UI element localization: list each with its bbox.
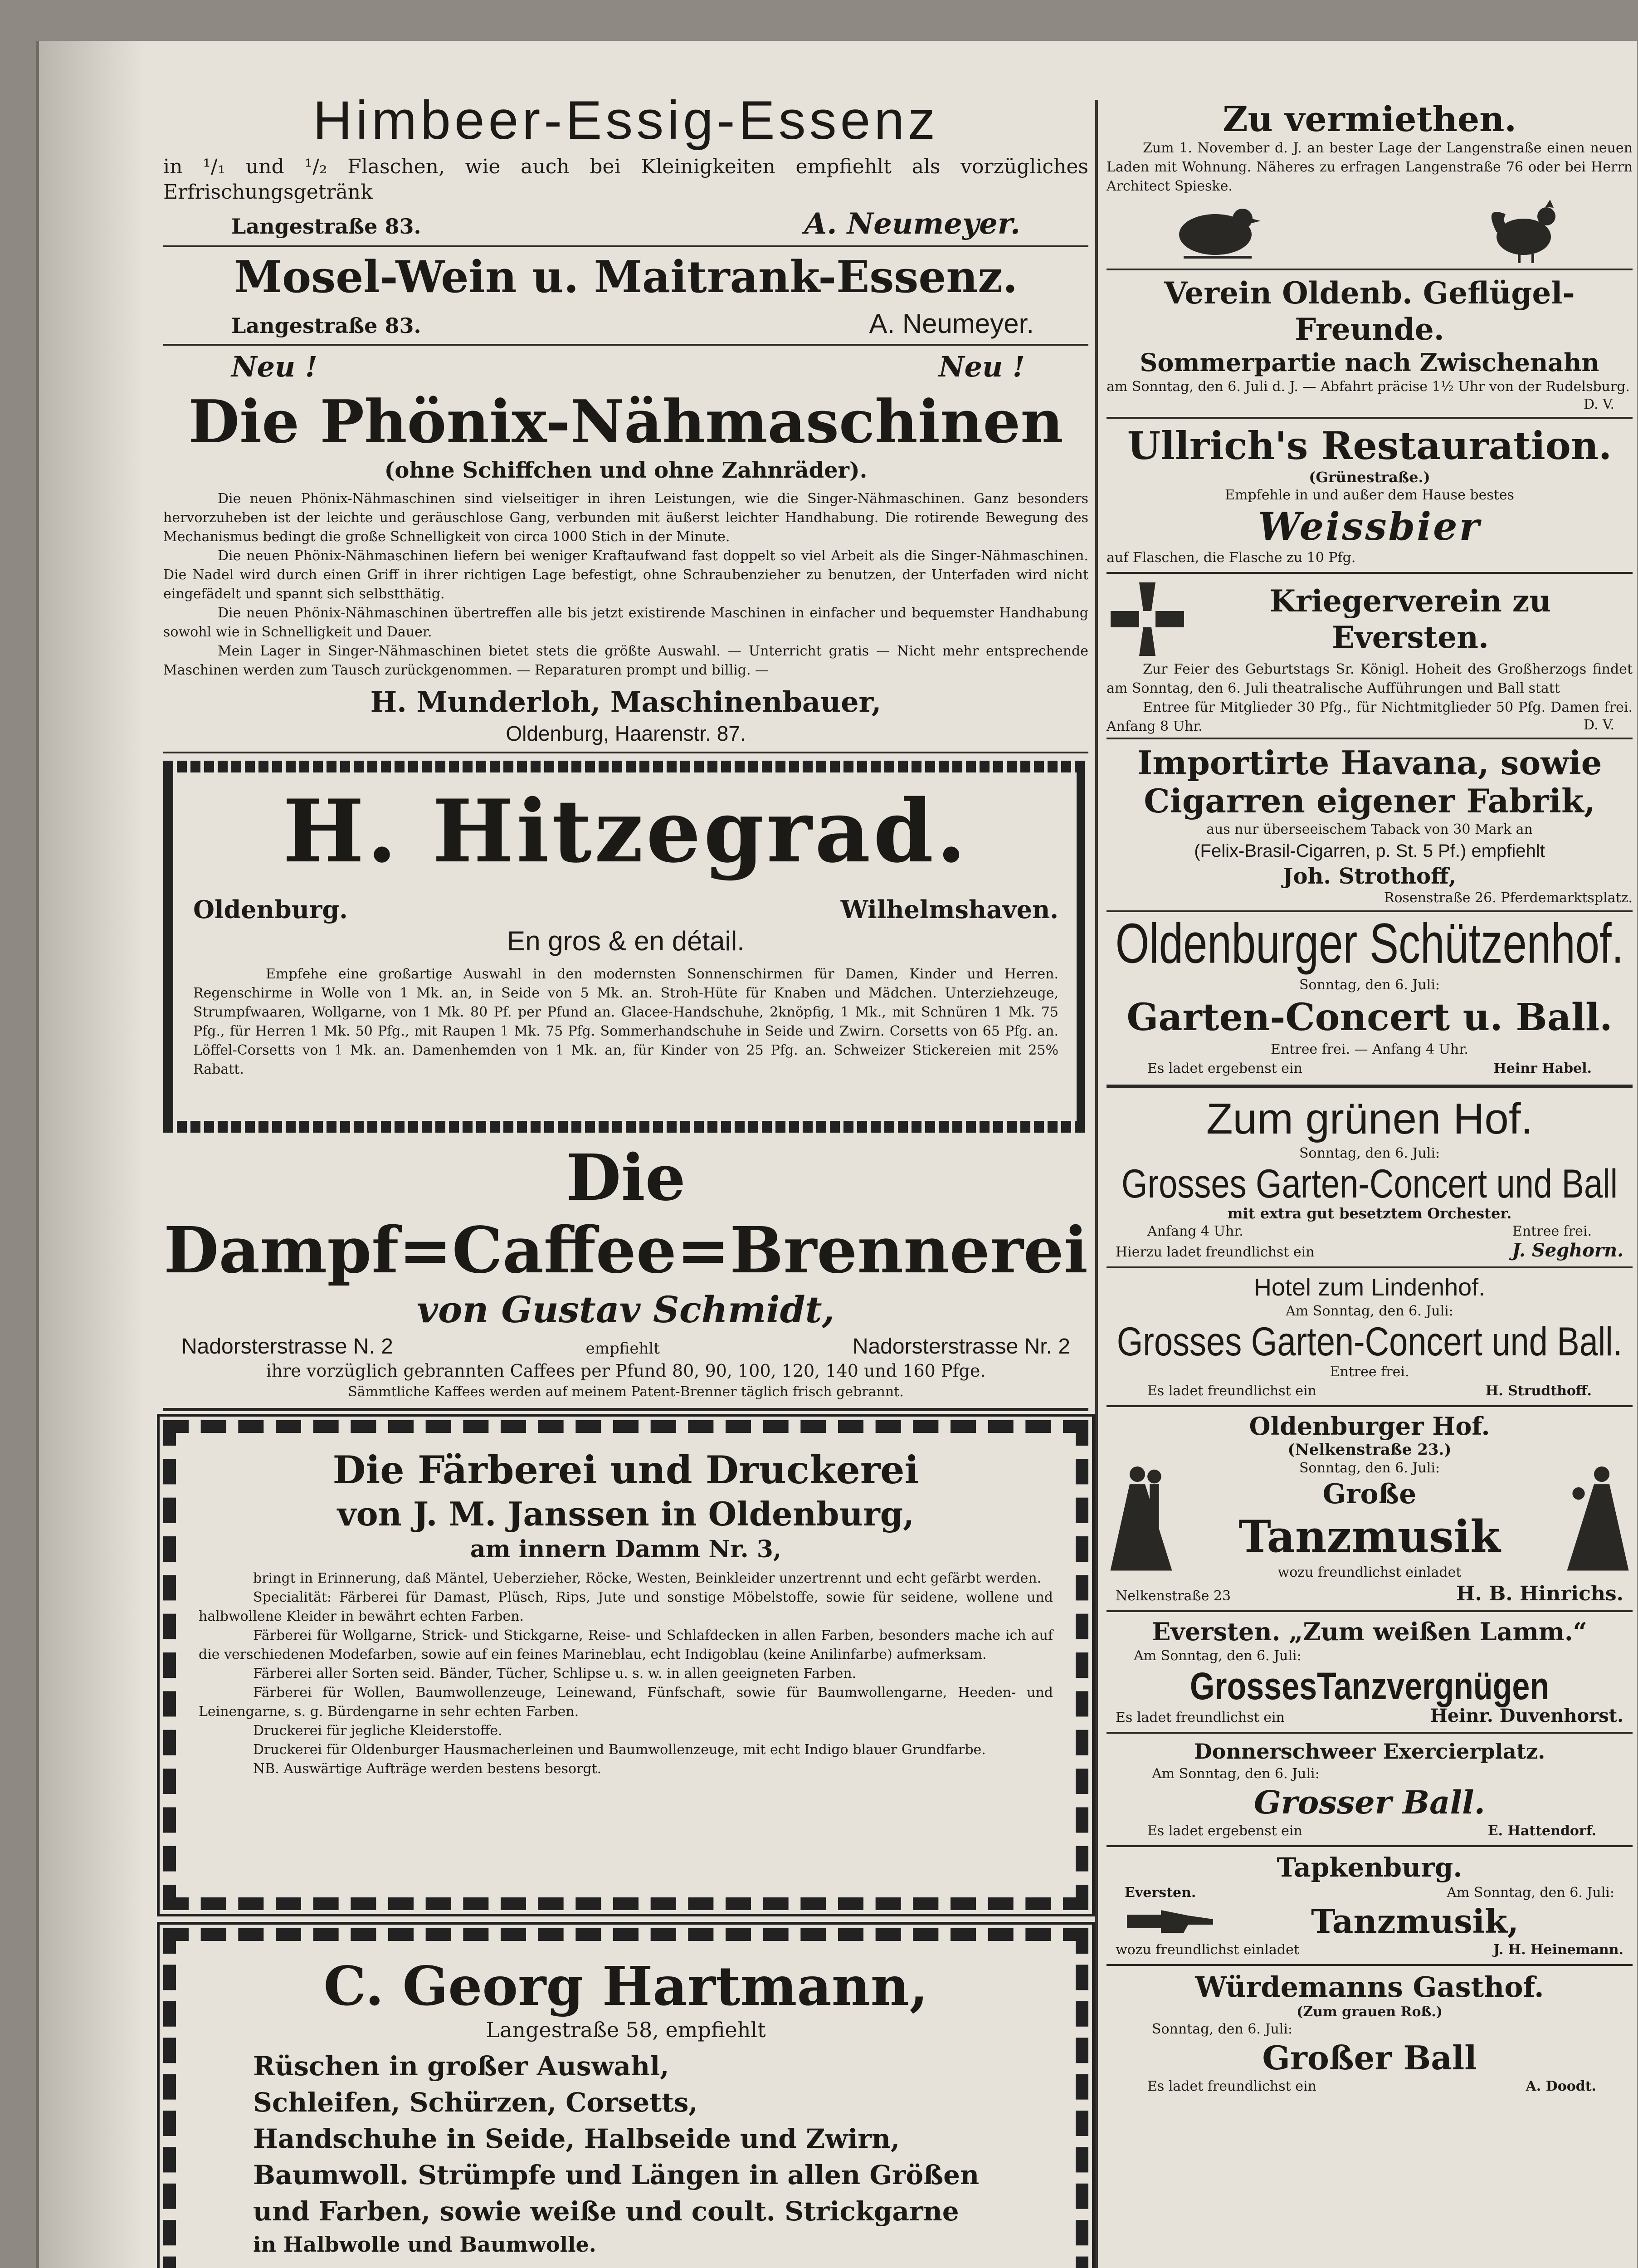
ad-date: Am Sonntag, den 6. Juli: — [1286, 1303, 1453, 1319]
right-column — [1107, 100, 1633, 2096]
ad-address: Oldenburg, Haarenstr. 87. — [506, 722, 746, 745]
ad-text: aus nur überseeischem Taback von 30 Mark an — [1206, 821, 1533, 837]
ad-entry: Entree für Mitglieder 30 Pfg., für Nichtmitglieder 50 Pfg. Damen frei. Anfang 8 Uhr. — [1107, 699, 1633, 734]
ad-orchestra: mit extra gut besetztem Orchester. — [1227, 1205, 1512, 1222]
ad-address: am innern Damm Nr. 3, — [470, 1535, 782, 1563]
ad-subtitle: En gros & en détail. — [507, 926, 745, 956]
ad-event: Tanzmusik — [1238, 1511, 1501, 1562]
ad-donnerschweer — [1107, 1738, 1633, 1841]
ad-subtitle: Sommerpartie nach Zwischenahn — [1140, 348, 1599, 377]
ad-owner: von Gustav Schmidt, — [417, 1288, 835, 1331]
ad-entry: Entree frei. — Anfang 4 Uhr. — [1271, 1041, 1468, 1057]
ad-firm: A. Neumeyer. — [804, 207, 1020, 241]
ad-product: Weissbier — [1258, 504, 1481, 549]
ad-host: Heinr Habel. — [1493, 1061, 1592, 1076]
ad-big: Große — [1322, 1478, 1417, 1510]
ad-paragraph: Die neuen Phönix-Nähmaschinen liefern bei weniger Kraftaufwand fast doppelt so viel Arbeit als die Singer-Nähmaschinen. Die Nadel wird durch einen Griff in ihrer richtigen Lage befestigt, ohne Schraubenzieher zu benutzen, der Unterfaden wird nicht eingefädelt und spannt sich selbstthätig. — [163, 548, 1088, 602]
ad-sub: (Zum grauen Roß.) — [1297, 2004, 1443, 2020]
ad-date: Am Sonntag, den 6. Juli: — [1447, 1885, 1614, 1901]
ad-date: Am Sonntag, den 6. Juli: — [1134, 1648, 1302, 1664]
ad-title: Mosel-Wein u. Maitrank-Essenz. — [234, 251, 1018, 303]
ad-text: Zum 1. November d. J. an bester Lage der Langenstraße einen neuen Laden mit Wohnung. Näheres zu erfragen Langenstraße 76 oder bei Herrn Architect Spieske. — [1107, 140, 1633, 194]
city: Oldenburg. — [193, 895, 348, 924]
ad-dampf — [163, 1142, 1088, 1402]
ad-title: Zu vermiethen. — [1223, 99, 1516, 139]
ad-host: A. Doodt. — [1526, 2078, 1596, 2094]
ad-sign: D. V. — [1583, 717, 1614, 733]
binding-gutter — [39, 41, 143, 2268]
ad-paragraph: bringt in Erinnerung, daß Mäntel, Ueberzieher, Röcke, Westen, Beinkleider unzertrennt und echt gefärbt werden. — [253, 1570, 1042, 1586]
ad-paragraph: Druckerei für Oldenburger Hausmacherleinen und Baumwollenzeuge, mit echt Indigo blauer Grundfarbe. — [253, 1742, 986, 1758]
ad-event: Grosser Ball. — [1253, 1784, 1486, 1821]
ad-address: Langestraße 83. — [231, 214, 421, 239]
recommends: empfiehlt — [585, 1339, 660, 1358]
ad-host: H. Strudthoff. — [1485, 1383, 1592, 1399]
ad-title: Eversten. „Zum weißen Lamm.“ — [1152, 1617, 1587, 1646]
ad-ullrich — [1107, 423, 1633, 567]
ad-schuetzenhof — [1107, 912, 1633, 1078]
ad-gruener-hof — [1107, 1094, 1633, 1262]
ad-firm: A. Neumeyer. — [869, 308, 1034, 339]
ad-address: Langestraße 58, empfiehlt — [486, 2018, 766, 2042]
ad-invite: Es ladet freundlichst ein — [1147, 2078, 1316, 2094]
ad-title: C. Georg Hartmann, — [323, 1955, 928, 2018]
ad-title: Zum grünen Hof. — [1206, 1095, 1533, 1143]
ad-title: Importirte Havana, sowie — [1137, 743, 1602, 782]
ad-subtitle: (ohne Schiffchen und ohne Zahnräder). — [384, 458, 868, 483]
ad-line: Handschuhe in Seide, Halbseide und Zwirn, — [253, 2123, 900, 2154]
ad-weissen-lamm — [1107, 1617, 1633, 1727]
ad-date: Sonntag, den 6. Juli: — [1299, 1460, 1440, 1476]
ad-event: Grosses Garten-Concert und Ball — [1121, 1161, 1618, 1207]
left-column — [163, 91, 1088, 2268]
ad-text: Empfehe eine großartige Auswahl in den modernsten Sonnenschirmen für Damen, Kinder und Herren. Regenschirme in Wolle von 1 Mk. an, in Seide von 5 Mk. an. Stroh-Hüte für Knaben und Mädchen. Unterziehzeuge, Strumpfwaaren, Wollgarne, von 1 Mk. 80 Pf. per Pfund an. Glacee-Handschuhe, 2knöpfig, 1 Mk., mit Schnüren 1 Mk. 75 Pfg., für Herren 1 Mk. 50 Pfg., mit Raupen 1 Mk. 75 Pfg. Sommerhandschuhe in Seide und Zwirn. Corsetts von 65 Pfg. an. Löffel-Corsetts von 1 Mk. an. Damenhemden von 1 Mk. an, für Kinder von 25 Pfg. an. Schweizer Stickereien mit 25% Rabatt. — [193, 966, 1058, 1077]
ad-firm: Joh. Strothoff, — [1282, 864, 1457, 889]
ad-street: (Nelkenstraße 23.) — [1287, 1441, 1452, 1459]
ad-event: Großer Ball — [1262, 2038, 1477, 2077]
ad-text: am Sonntag, den 6. Juli d. J. — Abfahrt präcise 1½ Uhr von der Rudelsburg. — [1107, 379, 1630, 395]
ad-invite: Es ladet freundlichst ein — [1147, 1383, 1316, 1399]
poultry-icon — [1165, 198, 1265, 262]
ad-title: Die Phönix-Nähmaschinen — [188, 387, 1063, 456]
ad-start: Anfang 4 Uhr. — [1147, 1223, 1243, 1239]
ad-firm: von J. M. Janssen in Oldenburg, — [337, 1495, 915, 1533]
ad-text: Empfehle in und außer dem Hause bestes — [1225, 487, 1514, 503]
ad-date: Sonntag, den 6. Juli: — [1299, 1145, 1440, 1161]
ad-gefluegel — [1107, 275, 1633, 412]
ad-hartmann — [163, 1928, 1088, 2268]
ad-paragraph: Färberei für Wollen, Baumwollenzeuge, Leinewand, Fünfschaft, sowie für Baumwollengarne, Heeden- und Leinengarne, s. g. Bürdengarne in sehr echten Farben. — [199, 1685, 1053, 1720]
ad-paragraph: Die neuen Phönix-Nähmaschinen übertreffen alle bis jetzt existirende Maschinen in einfacher und bequemster Handhabung sowohl wie in Schnelligkeit und Dauer. — [163, 605, 1088, 640]
new-label: Neu ! — [231, 350, 317, 383]
ad-paragraph: Mein Lager in Singer-Nähmaschinen bietet stets die größte Auswahl. — Unterricht gratis — Nicht mehr entsprechende Maschinen werden zum Tausch zurückgenommen. — Reparaturen prompt und billig. — — [163, 643, 1088, 678]
ad-host: E. Hattendorf. — [1487, 1823, 1596, 1839]
column-rule — [1095, 100, 1098, 2268]
ad-title: Himbeer-Essig-Essenz — [312, 90, 939, 151]
ad-text: Sämmtliche Kaffees werden auf meinem Patent-Brenner täglich frisch gebrannt. — [348, 1384, 904, 1400]
dancing-couple-icon — [1555, 1461, 1633, 1579]
ad-title: H. Hitzegrad. — [283, 781, 969, 882]
ad-title: Hotel zum Lindenhof. — [1253, 1274, 1486, 1301]
ad-paragraph: Die neuen Phönix-Nähmaschinen sind vielseitiger in ihren Leistungen, wie die Singer-Nähmaschinen. Ganz besonders hervorzuheben ist der leichte und geräuschlose Gang, verbunden mit äußerst leichter Handhabung. Die rotirende Bewegung des Mechanismus bedingt die große Schnelligkeit von circa 1000 Stich in der Minute. — [163, 491, 1088, 545]
ad-brand: (Felix-Brasil-Cigarren, p. St. 5 Pf.) empfiehlt — [1194, 841, 1545, 861]
ad-price: auf Flaschen, die Flasche zu 10 Pfg. — [1107, 550, 1356, 566]
ad-address: Nelkenstraße 23 — [1116, 1588, 1231, 1604]
iron-cross-icon — [1107, 578, 1188, 660]
ad-event: Tanzmusik, — [1311, 1902, 1519, 1941]
ad-phoenix — [163, 350, 1088, 747]
dancing-couple-icon — [1107, 1461, 1184, 1579]
ad-address: Rosenstraße 26. Pferdemarktsplatz. — [1384, 890, 1633, 906]
ad-line: Schleifen, Schürzen, Corsetts, — [253, 2087, 698, 2118]
ad-hitzegrad — [163, 761, 1088, 1133]
ad-himbeer — [163, 91, 1088, 241]
ad-line: Baumwoll. Strümpfe und Längen in allen Größen — [253, 2160, 980, 2190]
ad-line: und Farben, sowie weiße und coult. Strickgarne — [253, 2196, 959, 2227]
address: Nadorsterstrasse N. 2 — [181, 1334, 393, 1359]
ad-host: J. Seghorn. — [1512, 1240, 1623, 1261]
ad-invite: wozu freundlichst einladet — [1277, 1564, 1462, 1580]
ad-title: Die Färberei und Druckerei — [332, 1447, 919, 1492]
ad-paragraph: Färberei aller Sorten seid. Bänder, Tücher, Schlipse u. s. w. in allen geeigneten Farben. — [253, 1666, 857, 1681]
ad-sign: D. V. — [1583, 396, 1614, 412]
ad-vermiethen — [1107, 100, 1633, 264]
ad-title: Die Dampf=Caffee=Brennerei — [164, 1141, 1088, 1288]
ad-jansen — [163, 1420, 1088, 1910]
ad-event: GrossesTanzvergnügen — [1190, 1665, 1550, 1707]
rooster-icon — [1483, 196, 1574, 264]
ad-street: (Grünestraße.) — [1309, 469, 1430, 486]
ad-mosel — [163, 252, 1088, 339]
ad-invite: wozu freundlichst einladet — [1116, 1942, 1299, 1958]
ad-date: Sonntag, den 6. Juli: — [1152, 2021, 1293, 2037]
ad-host: H. B. Hinrichs. — [1456, 1582, 1623, 1605]
ad-line: in Halbwolle und Baumwolle. — [253, 2232, 596, 2257]
ad-line: Rüschen in großer Auswahl, — [253, 2051, 669, 2082]
ad-text: ihre vorzüglich gebrannten Caffees per Pfund 80, 90, 100, 120, 140 und 160 Pfge. — [266, 1361, 986, 1381]
ad-paragraph: Specialität: Färberei für Damast, Plüsch, Rips, Jute und sonstige Möbelstoffe, sowie für seidene, wollene und halbwollene Kleider in bewährt echten Farben. — [199, 1589, 1053, 1624]
ad-date: Am Sonntag, den 6. Juli: — [1152, 1766, 1320, 1782]
ad-havana — [1107, 744, 1633, 906]
ad-invite: Es ladet ergebenst ein — [1147, 1061, 1302, 1076]
pointing-hand-icon — [1125, 1906, 1215, 1937]
ad-title: Oldenburger Hof. — [1249, 1412, 1490, 1441]
ad-title: Ullrich's Restauration. — [1127, 423, 1612, 468]
ad-invite: Es ladet ergebenst ein — [1147, 1823, 1302, 1839]
ad-wuerdemann — [1107, 1970, 1633, 2096]
ad-paragraph: NB. Auswärtige Aufträge werden bestens besorgt. — [253, 1761, 602, 1777]
ad-paragraph: Druckerei für jegliche Kleiderstoffe. — [253, 1723, 502, 1739]
city: Wilhelmshaven. — [840, 895, 1058, 924]
ad-invite: Hierzu ladet freundlichst ein — [1116, 1244, 1315, 1260]
ad-event: Garten-Concert u. Ball. — [1126, 996, 1613, 1039]
ad-entry: Entree frei. — [1512, 1223, 1592, 1239]
ad-title: Kriegerverein zu Eversten. — [1269, 583, 1551, 655]
ad-text: Zur Feier des Geburtstags Sr. Königl. Hoheit des Großherzogs findet am Sonntag, den 6. Juli theatralische Aufführungen und Ball statt — [1107, 661, 1633, 696]
ad-address: Langestraße 83. — [231, 313, 421, 338]
ad-title: Cigarren eigener Fabrik, — [1144, 782, 1595, 820]
ad-title: Oldenburger Schützenhof. — [1115, 912, 1624, 975]
ad-invite: Es ladet freundlichst ein — [1116, 1710, 1285, 1725]
ad-host: J. H. Heinemann. — [1493, 1942, 1623, 1958]
ad-krieger — [1107, 578, 1633, 733]
ad-place: Eversten. — [1125, 1885, 1196, 1901]
ad-oldenburger-hof — [1107, 1412, 1633, 1606]
ad-entry: Entree frei. — [1330, 1364, 1409, 1380]
ad-paragraph: Färberei für Wollgarne, Strick- und Stickgarne, Reise- und Schlafdecken in allen Farben, besonders mache ich auf die verschiedenen Modefarben, sowie auf ein feines Marineblau, echt Indigoblau (keine Anilinfarbe) aufmerksam. — [199, 1628, 1053, 1662]
ad-title: Verein Oldenb. Geflügel-Freunde. — [1164, 275, 1575, 347]
ad-title: Donnerschweer Exercierplatz. — [1194, 1739, 1545, 1764]
new-label: Neu ! — [939, 350, 1025, 383]
ad-tapkenburg — [1107, 1852, 1633, 1960]
ad-lindenhof — [1107, 1273, 1633, 1401]
ad-date: Sonntag, den 6. Juli: — [1299, 977, 1440, 993]
ad-title: Tapkenburg. — [1277, 1852, 1462, 1883]
ad-host: Heinr. Duvenhorst. — [1430, 1705, 1623, 1726]
ad-event: Grosses Garten-Concert und Ball. — [1116, 1319, 1623, 1364]
ad-text: in ¹/₁ und ¹/₂ Flaschen, wie auch bei Kleinigkeiten empfiehlt als vorzügliches Erfrischungsgetränk — [163, 155, 1088, 204]
ad-firm: H. Munderloh, Maschinenbauer, — [370, 685, 882, 719]
address: Nadorsterstrasse Nr. 2 — [852, 1334, 1070, 1359]
ad-title: Würdemanns Gasthof. — [1195, 1970, 1544, 2004]
